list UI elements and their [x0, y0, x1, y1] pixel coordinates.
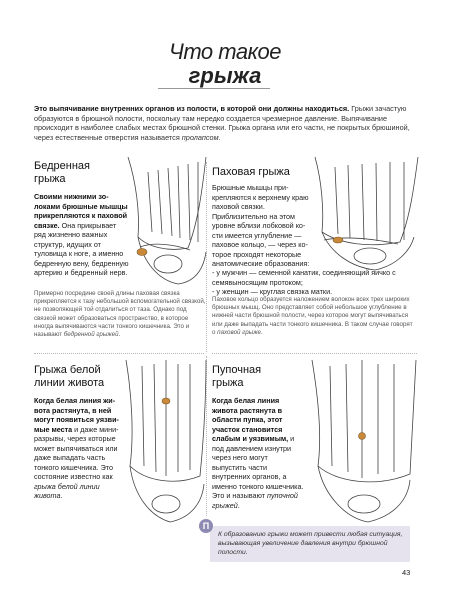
inguinal-hernia-illustration — [310, 152, 420, 272]
inguinal-title: Паховая грыжа — [212, 166, 290, 178]
femoral-note-end: . — [118, 331, 121, 339]
umbilical-text: и под давлением изнутри через него могут выпустить части внутренних органов, а именно тонкого кишечника. Это и называют — [212, 434, 304, 500]
umbilical-title-line-2: грыжа — [212, 377, 244, 389]
title-line-2: грыжа — [188, 63, 262, 88]
intro-text: Грыжи зачастую образуются в брюшной полости, поскольку там нередко создается чрезмерное давление. Выпячивание происходит в наиболее слабых местах брюшной стенки. Грыжа органа или его части, не покрытых брюшиной, через естественные отверстия называется — [34, 104, 410, 142]
femoral-bold: Своими нижними золоками брюшные мышцы прикрепляются к паховой связке. — [34, 192, 128, 230]
femoral-hernia-mark — [137, 249, 147, 256]
linea-alba-hernia-illustration — [120, 356, 208, 526]
femoral-note-italic: бедренной грыжей — [63, 331, 119, 339]
page-number: 43 — [402, 568, 411, 577]
umbilical-body — [212, 396, 304, 510]
inguinal-list-item-2: - у женщин — круглая связка матки. — [212, 287, 333, 296]
inguinal-list — [212, 268, 417, 297]
linea-alba-title-line-1: Грыжа белой — [34, 364, 101, 376]
umbilical-hernia-illustration — [306, 356, 418, 526]
intro-paragraph — [34, 104, 424, 142]
femoral-hernia-illustration — [118, 152, 208, 287]
inguinal-list-item-1: - у мужчин — семенной канатик, соединяющий яичко с семявыносящим протоком; — [212, 268, 396, 287]
femoral-note-text: Примерно посредине своей длины паховая связка прикрепляется к тазу небольшой вспомогательной связкой, не позволяющей той отдалиться от таза. Однако под связкой может образоваться пространство, в которое иногда выпячиваются части тонкого кишечника. Это и называют — [34, 290, 206, 339]
inguinal-hernia-mark — [333, 237, 343, 243]
linea-alba-title-line-2: линии живота — [34, 377, 105, 389]
divider-right — [212, 353, 417, 354]
umbilical-title-line-1: Пупочная — [212, 364, 262, 376]
inguinal-body — [212, 183, 310, 269]
umbilical-italic: пупочной грыжей — [212, 491, 298, 510]
title-line-1: Что такое — [169, 39, 281, 64]
femoral-body — [34, 192, 130, 278]
page-title — [0, 40, 450, 88]
linea-alba-bold: Когда белая линия живота растянута, в ней могут появиться уязвимые места — [34, 396, 119, 434]
linea-alba-hernia-mark — [162, 398, 170, 404]
inguinal-note — [212, 296, 417, 337]
intro-italic: пролапсом — [181, 132, 219, 142]
intro-end: . — [218, 132, 221, 142]
femoral-text: Она прикрывает ряд жизненно важных структур, идущих от туловища к ноге, а именно бедренную вену, бедренную артерию и бедренный нерв. — [34, 220, 129, 277]
linea-alba-end: . — [60, 491, 63, 500]
divider-left — [34, 353, 204, 354]
note-badge: П — [199, 519, 213, 533]
femoral-note — [34, 290, 206, 339]
linea-alba-body — [34, 396, 124, 501]
umbilical-hernia-mark — [359, 433, 366, 440]
femoral-title-line-2: грыжа — [34, 173, 66, 185]
umbilical-end: . — [237, 500, 240, 510]
femoral-title-line-1: Бедренная — [34, 160, 90, 172]
umbilical-bold: Когда белая линия живота растянута в области пупка, этот участок становится слабым и уязвимым, — [212, 396, 289, 443]
linea-alba-title — [34, 364, 134, 390]
umbilical-title — [212, 364, 312, 390]
intro-bold: Это выпячивание внутренних органов из полости, в которой они должны находиться. — [34, 104, 350, 113]
inguinal-text: Брюшные мышцы прикрепляются к верхнему краю паховой связки. Приблизительно на этом уровне вблизи лобковой кости имеется углубление — паховое кольцо, — через которое проходят некоторые анатомические образования: — [212, 183, 310, 268]
linea-alba-italic: грыжа белой линии живота — [34, 481, 100, 500]
inguinal-note-text: Паховое кольцо образуется наложением волокон всех трех широких брюшных мышц. Оно представляет собой небольшое углубление в нижней части брюшной полости, через которое могут выпячиваться или даже выпадать части тонкого кишечника. В таком случае говорят о — [212, 296, 413, 336]
inguinal-note-italic: паховой грыже — [217, 328, 261, 336]
note-text: К образованию грыжи может привести любая ситуация, вызывающая увеличение давления внутри брюшной полости. — [218, 531, 403, 556]
inguinal-note-end: . — [260, 328, 263, 336]
linea-alba-text: и даже мини-разрывы, через которые может выпячиваться или даже выпадать часть тонкого кишечника. Это состояние известно как — [34, 424, 119, 481]
title-underline — [158, 88, 270, 89]
